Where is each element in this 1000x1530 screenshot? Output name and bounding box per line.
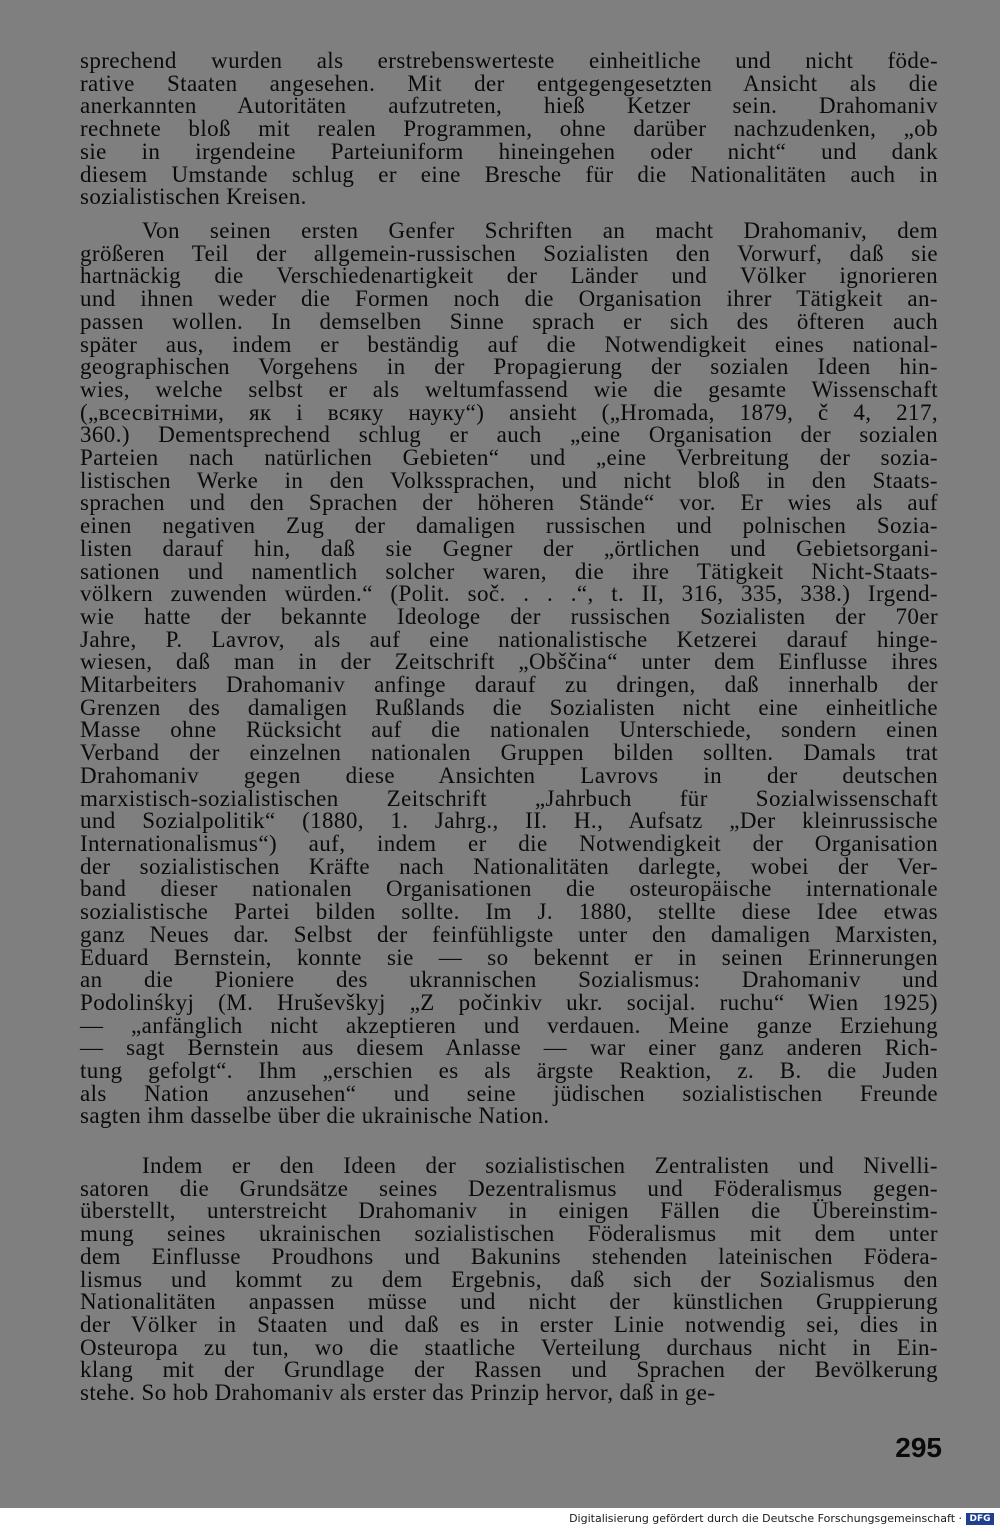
text-line: Masse ohne Rücksicht auf die nationalen Unterschiede, sondern einen (80, 717, 938, 743)
text-line: passen wollen. In demselben Sinne sprach er sich des öfteren auch (80, 308, 938, 334)
text-line: wie hatte der bekannte Ideologe der russischen Sozialisten der 70er (80, 603, 938, 629)
text-line: Von seinen ersten Genfer Schriften an macht Drahomaniv, dem (142, 218, 938, 243)
text-line: überstellt, unterstreicht Drahomaniv in einigen Fällen die Übereinstim- (80, 1198, 938, 1224)
text-line: Eduard Bernstein, konnte sie — so bekennt er in seinen Erinnerungen (80, 944, 938, 970)
text-line: wiesen, daß man in der Zeitschrift „Obščina“ unter dem Einflusse ihres (80, 649, 938, 675)
text-line: sagten ihm dasselbe über die ukrainische Nation. (80, 1103, 550, 1129)
page-number: 295 (895, 1432, 942, 1463)
text-line: später aus, indem er beständig auf die Notwendigkeit eines national- (80, 331, 938, 357)
text-line: hartnäckig die Verschiedenartigkeit der Länder und Völker ignorieren (80, 263, 938, 289)
text-line: sprachen und den Sprachen der höheren Stände“ vor. Er wies als auf (80, 490, 938, 516)
text-line: tung gefolgt“. Ihm „erschien es als ärgste Reaktion, z. B. die Juden (80, 1058, 938, 1084)
text-line: marxistisch-sozialistischen Zeitschrift „Jahrbuch für Sozialwissenschaft (80, 785, 938, 811)
text-line: diesem Umstande schlug er eine Bresche für die Nationalitäten auch in (80, 161, 938, 187)
text-line: Internationalismus“) auf, indem er die Notwendigkeit der Organisation (80, 830, 938, 856)
text-line: wies, welche selbst er als weltumfassend wie die gesamte Wissenschaft (80, 376, 938, 402)
text-line: Verband der einzelnen nationalen Gruppen bilden sollten. Damals trat (80, 740, 938, 766)
footer-credit: Digitalisierung gefördert durch die Deutsche Forschungsgemeinschaft · (569, 1512, 962, 1525)
text-line: der sozialistischen Kräfte nach Nationalitäten darlegte, wobei der Ver- (80, 853, 938, 879)
text-line: Nationalitäten anpassen müsse und nicht der künstlichen Gruppierung (80, 1289, 938, 1315)
text-line: sprechend wurden als erstrebenswerteste einheitliche und nicht föde- (80, 48, 938, 73)
text-line: Parteien nach natürlichen Gebieten“ und „eine Verbreitung der sozia- (80, 445, 938, 471)
text-line: stehe. So hob Drahomaniv als erster das Prinzip hervor, daß in ge- (80, 1380, 716, 1406)
text-line: sationen und namentlich solcher waren, die ihre Tätigkeit Nicht-Staats- (80, 558, 938, 584)
text-line: Drahomaniv gegen diese Ansichten Lavrovs in der deutschen (80, 762, 938, 788)
text-line: Mitarbeiters Drahomaniv anfinge darauf zu dringen, daß innerhalb der (80, 672, 938, 698)
text-line: Indem er den Ideen der sozialistischen Zentralisten und Nivelli- (142, 1153, 938, 1178)
text-line: und Sozialpolitik“ (1880, 1. Jahrg., II. H., Aufsatz „Der kleinrussische (80, 808, 938, 834)
text-line: rechnete bloß mit realen Programmen, ohne darüber nachzudenken, „ob (80, 116, 938, 142)
paragraph (80, 1155, 938, 1405)
text-line: als Nation anzusehen“ und seine jüdischen sozialistischen Freunde (80, 1080, 938, 1106)
text-line: Podolinśkyj (M. Hruševškyj „Z počinkiv ukr. socijal. ruchu“ Wien 1925) (80, 989, 938, 1015)
text-line: 360.) Dementsprechend schlug er auch „eine Organisation der sozialen (80, 422, 938, 448)
text-line: („всесвітніми, як і всяку науку“) ansieht („Hromada, 1879, č 4, 217, (80, 399, 938, 425)
text-line: klang mit der Grundlage der Rassen und Sprachen der Bevölkerung (80, 1357, 938, 1383)
text-line: einen negativen Zug der damaligen russischen und polnischen Sozia- (80, 513, 938, 539)
paragraph (80, 50, 938, 209)
text-line: lismus und kommt zu dem Ergebnis, daß sich der Sozialismus den (80, 1266, 938, 1292)
text-line: und ihnen weder die Formen noch die Organisation ihrer Tätigkeit an- (80, 286, 938, 312)
text-line: rative Staaten angesehen. Mit der entgegengesetzten Ansicht als die (80, 70, 938, 96)
text-line: Jahre, P. Lavrov, als auf eine nationalistische Ketzerei darauf hinge- (80, 626, 938, 652)
text-line: — sagt Bernstein aus diesem Anlasse — war einer ganz anderen Rich- (80, 1035, 938, 1061)
text-line: sozialistischen Kreisen. (80, 184, 307, 210)
text-line: ganz Neues dar. Selbst der feinfühligste unter den damaligen Marxisten, (80, 921, 938, 947)
dfg-logo: DFG (966, 1513, 994, 1525)
text-line: dem Einflusse Proudhons und Bakunins stehenden lateinischen Födera- (80, 1243, 938, 1269)
text-line: größeren Teil der allgemein-russischen Sozialisten den Vorwurf, daß sie (80, 240, 938, 266)
text-line: anerkannten Autoritäten aufzutreten, hieß Ketzer sein. Drahomaniv (80, 93, 938, 119)
text-line: sie in irgendeine Parteiuniform hineingehen oder nicht“ und dank (80, 138, 938, 164)
text-line: listischen Werke in den Volkssprachen, und nicht bloß in den Staats- (80, 467, 938, 493)
paragraph (80, 220, 938, 1128)
text-line: an die Pioniere des ukrannischen Sozialismus: Drahomaniv und (80, 967, 938, 993)
text-line: band dieser nationalen Organisationen die osteuropäische internationale (80, 876, 938, 902)
text-line: listen darauf hin, daß sie Gegner der „örtlichen und Gebietsorgani- (80, 535, 938, 561)
text-line: geographischen Vorgehens in der Propagierung der sozialen Ideen hin- (80, 354, 938, 380)
text-line: sozialistische Partei bilden sollte. Im J. 1880, stellte diese Idee etwas (80, 899, 938, 925)
text-line: Osteuropa zu tun, wo die staatliche Verteilung durchaus nicht in Ein- (80, 1334, 938, 1360)
text-line: völkern zuwenden würden.“ (Polit. soč. . . .“, t. II, 316, 335, 338.) Irgend- (80, 581, 938, 607)
text-line: — „anfänglich nicht akzeptieren und verdauen. Meine ganze Erziehung (80, 1012, 938, 1038)
text-line: mung seines ukrainischen sozialistischen Föderalismus mit dem unter (80, 1221, 938, 1247)
digitization-footer (0, 1508, 1000, 1530)
text-line: der Völker in Staaten und daß es in erster Linie notwendig sei, dies in (80, 1311, 938, 1337)
text-line: satoren die Grundsätze seines Dezentralismus und Föderalismus gegen- (80, 1175, 938, 1201)
text-line: Grenzen des damaligen Rußlands die Sozialisten nicht eine einheitliche (80, 694, 938, 720)
